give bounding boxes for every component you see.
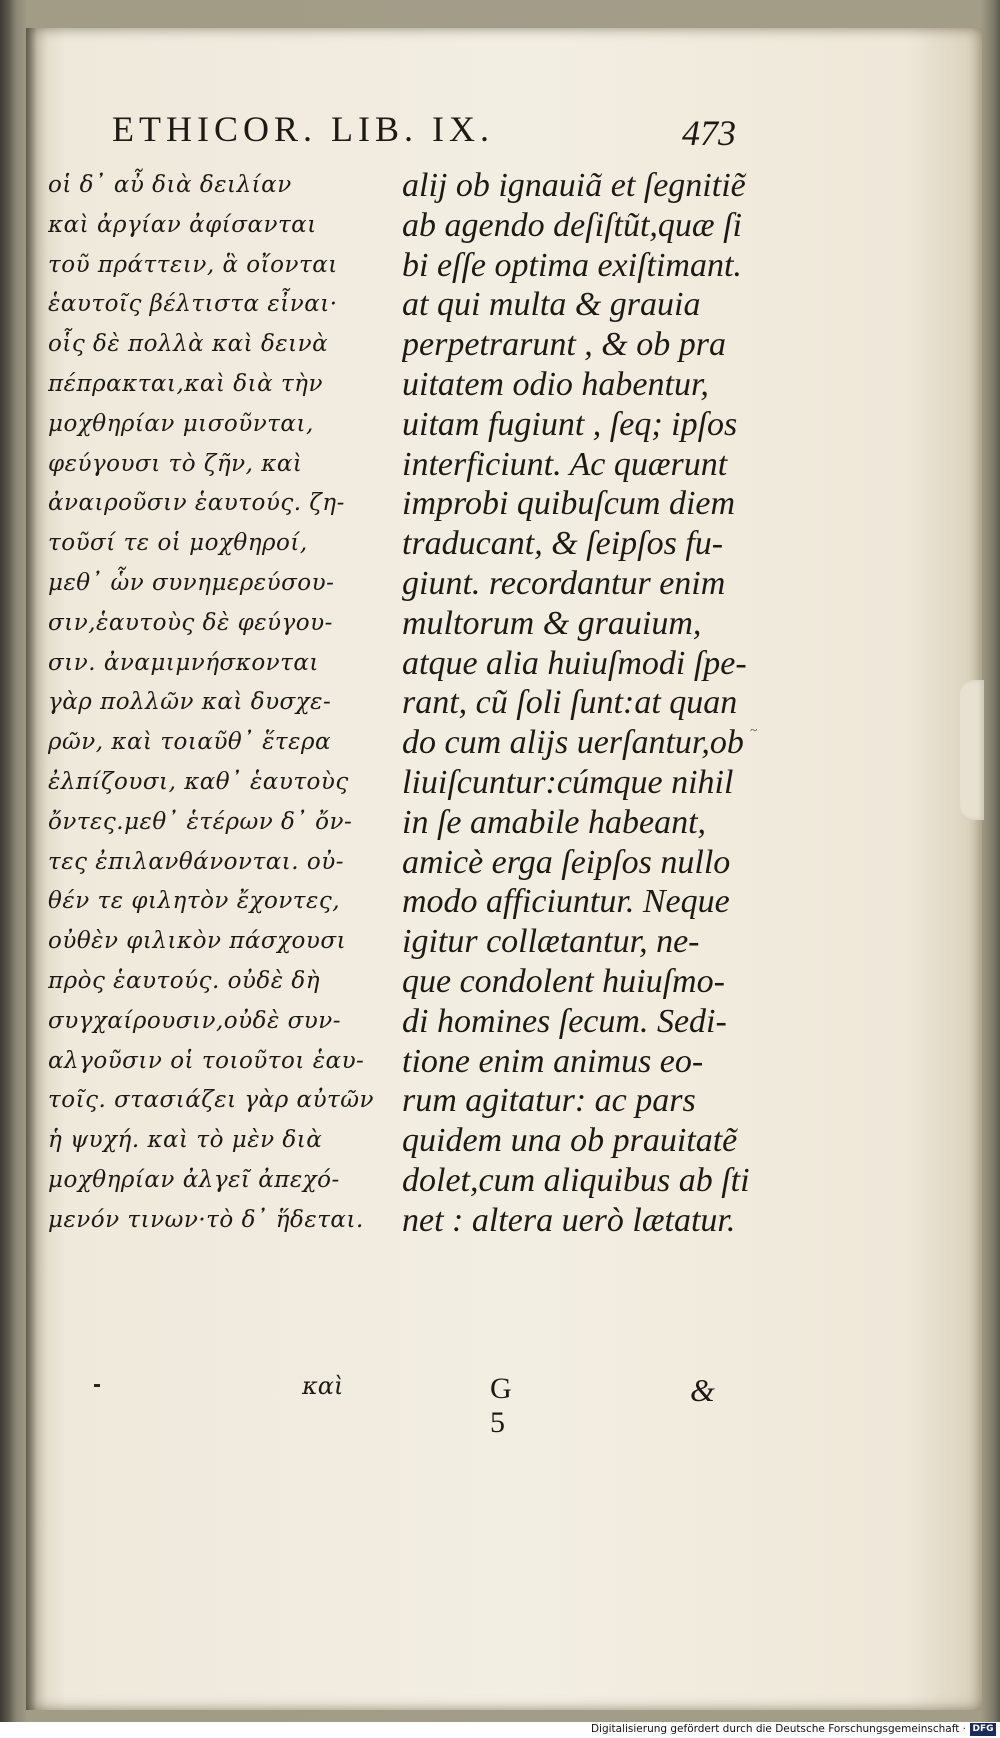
latin-text-line: quidem una ob prauitatẽ xyxy=(402,1122,738,1160)
latin-text-line: ab agendo deſiſtũt,quæ ſi xyxy=(402,206,742,244)
latin-text-line: perpetrarunt , & ob pra xyxy=(402,326,726,364)
greek-text-line: αλγοῦσιν οἱ τοιοῦτοι ἑαυ- xyxy=(48,1047,365,1074)
signature-mark: G 5 xyxy=(490,1372,530,1439)
greek-text-column xyxy=(48,166,388,1241)
greek-text-line: θέν τε φιλητὸν ἔχοντες, xyxy=(48,888,341,915)
latin-text-line: bi eſſe optima exiſtimant. xyxy=(402,246,742,284)
latin-text-line: tione enim animus eo- xyxy=(402,1042,704,1080)
page-header xyxy=(112,108,912,158)
greek-text-line: σιν. ἀναμιμνήσκονται xyxy=(48,649,319,676)
greek-text-line: πέπρακται,καὶ διὰ τὴν xyxy=(48,370,323,397)
greek-text-line: ἑαυτοῖς βέλτιστα εἶναι· xyxy=(48,291,338,318)
latin-text-line: que condolent huiuſmo- xyxy=(402,962,725,1000)
greek-text-line: μεθ᾽ ὧν συνημερεύσου- xyxy=(48,569,335,596)
latin-text-line: in ſe amabile habeant, xyxy=(402,803,707,841)
latin-text-line: amicè erga ſeipſos nullo xyxy=(402,843,731,881)
latin-text-line: igitur collætantur, ne- xyxy=(402,923,700,961)
latin-text-line: improbi quibuſcum diem xyxy=(402,485,736,523)
greek-text-line: ἀναιροῦσιν ἑαυτούς. ζη- xyxy=(48,490,345,517)
greek-text-line: τες ἐπιλανθάνονται. οὐ- xyxy=(48,848,345,875)
page-number: 473 xyxy=(682,113,736,153)
greek-text-line: ἡ ψυχή. καὶ τὸ μὲν διὰ xyxy=(48,1127,323,1154)
latin-text-line: rant, cũ ſoli ſunt:at quan xyxy=(402,684,738,722)
latin-text-line: at qui multa & grauia xyxy=(402,286,701,324)
greek-catchword: καὶ xyxy=(302,1372,344,1400)
latin-text-column xyxy=(402,166,767,1241)
greek-text-line: οἷς δὲ πολλὰ καὶ δεινὰ xyxy=(48,331,329,358)
page-edge-tab xyxy=(960,680,984,820)
greek-text-line: τοῖς. στασιάζει γὰρ αὐτῶν xyxy=(48,1087,375,1114)
greek-text-line: συγχαίρουσιν,οὐδὲ συν- xyxy=(48,1007,342,1034)
greek-text-line: οὐθὲν φιλικὸν πάσχουσι xyxy=(48,928,347,955)
greek-text-line: πρὸς ἑαυτούς. οὐδὲ δὴ xyxy=(48,967,321,994)
latin-text-line: net : altera uerò lætatur. xyxy=(402,1201,736,1239)
greek-text-line: σιν,ἑαυτοὺς δὲ φεύγου- xyxy=(48,609,333,636)
latin-text-line: di homines ſecum. Sedi- xyxy=(402,1002,727,1040)
greek-text-line: οἱ δ᾽ αὖ διὰ δειλίαν xyxy=(48,172,292,198)
greek-text-line: ρῶν, καὶ τοιαῦθ᾽ ἕτερα xyxy=(48,729,332,756)
latin-text-line: traducant, & ſeipſos fu- xyxy=(402,525,724,563)
latin-text-line: uitatem odio habentur, xyxy=(402,365,709,403)
greek-text-line: καὶ ἀργίαν ἀφίσανται xyxy=(48,211,317,238)
digitization-credit: Digitalisierung gefördert durch die Deutsche Forschungsgemeinschaft · xyxy=(590,1723,966,1735)
printer-mark xyxy=(94,1384,100,1387)
dfg-logo: DFG xyxy=(970,1723,996,1736)
greek-text-line: τοῦσί τε οἱ μοχθηροί, xyxy=(48,530,308,557)
latin-text-line: uitam fugiunt , ſeq; ipſos xyxy=(402,405,738,443)
running-head: ETHICOR. LIB. IX. xyxy=(112,109,494,149)
latin-text-line: dolet,cum aliquibus ab ſti xyxy=(402,1161,750,1199)
greek-text-line: τοῦ πράττειν, ἃ οἴονται xyxy=(48,251,338,278)
latin-text-line: atque alia huiuſmodi ſpe- xyxy=(402,644,747,682)
greek-text-line: μοχθηρίαν μισοῦνται, xyxy=(48,410,314,437)
page-gutter-shadow xyxy=(26,28,48,1710)
greek-text-line: μενόν τινων·τὸ δ᾽ ἥδεται. xyxy=(48,1206,364,1233)
marginal-note: ~ xyxy=(750,722,758,737)
greek-text-line: γὰρ πολλῶν καὶ δυσχε- xyxy=(48,689,332,716)
latin-text-line: alij ob ignauiã et ſegnitiẽ xyxy=(402,167,746,204)
latin-catchword: & xyxy=(690,1372,715,1408)
latin-text-line: interficiunt. Ac quærunt xyxy=(402,445,728,483)
latin-text-line: liuiſcuntur:cúmque nihil xyxy=(402,763,734,801)
latin-text-line: multorum & grauium, xyxy=(402,604,702,642)
greek-text-line: μοχθηρίαν ἀλγεῖ ἀπεχό- xyxy=(48,1166,340,1193)
greek-text-line: φεύγουσι τὸ ζῆν, καὶ xyxy=(48,450,303,477)
latin-text-line: rum agitatur: ac pars xyxy=(402,1082,696,1120)
greek-text-line: ἐλπίζουσι, καθ᾽ ἑαυτοὺς xyxy=(48,768,349,795)
latin-text-line: do cum alijs uerſantur,ob xyxy=(402,724,744,762)
latin-text-line: modo afficiuntur. Neque xyxy=(402,883,730,921)
latin-text-line: giunt. recordantur enim xyxy=(402,564,726,602)
greek-text-line: ὄντες.μεθ᾽ ἑτέρων δ᾽ ὄν- xyxy=(48,808,353,835)
